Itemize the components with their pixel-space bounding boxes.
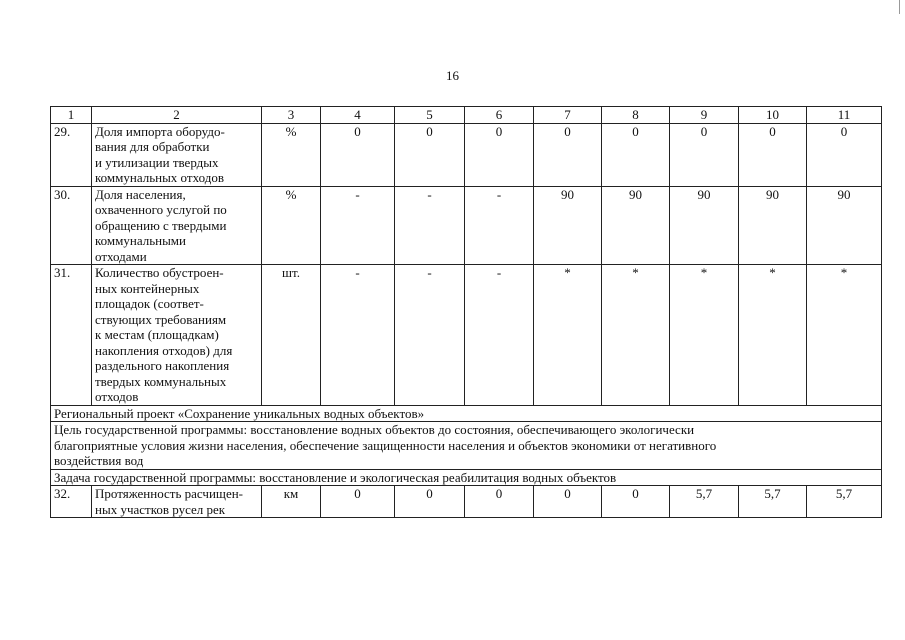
table-header-row bbox=[51, 107, 882, 124]
indicator-name-line: обращению с твердыми bbox=[95, 217, 227, 233]
row-number: 30. bbox=[51, 186, 92, 265]
indicator-name-line: отходами bbox=[95, 248, 147, 264]
indicator-name-line: Доля населения, bbox=[95, 186, 186, 202]
value-cell: 0 bbox=[465, 486, 534, 518]
value-cell: - bbox=[395, 265, 465, 406]
unit-cell: % bbox=[262, 123, 321, 186]
indicator-name-line: коммунальных отходов bbox=[95, 170, 224, 185]
value-cell: 5,7 bbox=[670, 486, 739, 518]
indicator-name-line: к местам (площадкам) bbox=[95, 327, 219, 342]
value-cell: 90 bbox=[602, 186, 670, 265]
indicator-name-line: раздельного накопления bbox=[95, 358, 230, 373]
value-cell: 0 bbox=[807, 123, 882, 186]
value-cell: * bbox=[534, 265, 602, 406]
value-cell: 0 bbox=[534, 123, 602, 186]
scan-edge-mark bbox=[899, 0, 900, 14]
indicator-name bbox=[92, 123, 262, 186]
value-cell: 0 bbox=[395, 486, 465, 518]
unit-cell: шт. bbox=[262, 265, 321, 406]
indicator-name bbox=[92, 486, 262, 518]
indicator-name-line: коммунальными bbox=[95, 233, 186, 248]
value-cell: 0 bbox=[321, 123, 395, 186]
value-cell: - bbox=[321, 265, 395, 406]
indicator-name-line: Количество обустроен- bbox=[95, 265, 224, 280]
indicator-name-line: охваченного услугой по bbox=[95, 202, 227, 217]
value-cell: * bbox=[670, 265, 739, 406]
header-cell: 5 bbox=[395, 107, 465, 124]
indicator-name-line: ных участков русел рек bbox=[95, 501, 226, 517]
table-row bbox=[51, 265, 882, 406]
header-cell: 4 bbox=[321, 107, 395, 124]
indicator-name bbox=[92, 265, 262, 406]
value-cell: 0 bbox=[739, 123, 807, 186]
value-cell: 0 bbox=[465, 123, 534, 186]
value-cell: - bbox=[465, 265, 534, 406]
row-number: 32. bbox=[51, 486, 92, 518]
section-row bbox=[51, 469, 882, 486]
table-row bbox=[51, 186, 882, 265]
value-cell: 5,7 bbox=[807, 486, 882, 518]
value-cell: * bbox=[602, 265, 670, 406]
indicator-name-line: Протяженность расчищен- bbox=[95, 486, 243, 501]
indicator-name-line: твердых коммунальных bbox=[95, 373, 227, 389]
section-row bbox=[51, 422, 882, 470]
unit-cell: км bbox=[262, 486, 321, 518]
value-cell: 0 bbox=[670, 123, 739, 186]
value-cell: 90 bbox=[670, 186, 739, 265]
row-number: 31. bbox=[51, 265, 92, 406]
header-cell: 10 bbox=[739, 107, 807, 124]
table-row bbox=[51, 123, 882, 186]
value-cell: * bbox=[807, 265, 882, 406]
indicator-name-line: Доля импорта оборудо- bbox=[95, 123, 225, 139]
row-number: 29. bbox=[51, 123, 92, 186]
header-cell: 7 bbox=[534, 107, 602, 124]
value-cell: * bbox=[739, 265, 807, 406]
header-cell: 2 bbox=[92, 107, 262, 124]
indicator-name-line: накопления отходов) для bbox=[95, 342, 233, 358]
indicator-name-line: ных контейнерных bbox=[95, 280, 200, 296]
value-cell: 90 bbox=[807, 186, 882, 265]
indicator-name-line: и утилизации твердых bbox=[95, 154, 219, 170]
program-goal-line: Цель государственной программы: восстановление водных объектов до состояния, обеспечивающего экологически bbox=[54, 422, 695, 437]
indicators-table bbox=[50, 106, 882, 518]
program-goal-line: благоприятные условия жизни населения, обеспечение защищенности населения и объектов экономики от негативного bbox=[54, 437, 717, 453]
indicator-name-line: площадок (соответ- bbox=[95, 296, 204, 311]
header-cell: 6 bbox=[465, 107, 534, 124]
header-cell: 9 bbox=[670, 107, 739, 124]
value-cell: 90 bbox=[739, 186, 807, 265]
value-cell: - bbox=[465, 186, 534, 265]
program-goal-line: воздействия вод bbox=[54, 453, 144, 468]
indicator-name-line: вания для обработки bbox=[95, 139, 210, 154]
page-number: 16 bbox=[446, 68, 459, 83]
value-cell: 0 bbox=[602, 123, 670, 186]
unit-cell: % bbox=[262, 186, 321, 265]
program-task-heading: Задача государственной программы: восстановление и экологическая реабилитация водных объектов bbox=[51, 469, 882, 486]
section-row bbox=[51, 405, 882, 422]
table-row bbox=[51, 486, 882, 518]
value-cell: 0 bbox=[395, 123, 465, 186]
value-cell: 5,7 bbox=[739, 486, 807, 518]
value-cell: 90 bbox=[534, 186, 602, 265]
indicator-name-line: отходов bbox=[95, 389, 139, 404]
indicator-name bbox=[92, 186, 262, 265]
header-cell: 11 bbox=[807, 107, 882, 124]
value-cell: 0 bbox=[602, 486, 670, 518]
header-cell: 8 bbox=[602, 107, 670, 124]
header-cell: 1 bbox=[51, 107, 92, 124]
value-cell: - bbox=[321, 186, 395, 265]
value-cell: 0 bbox=[534, 486, 602, 518]
value-cell: 0 bbox=[321, 486, 395, 518]
header-cell: 3 bbox=[262, 107, 321, 124]
regional-project-heading: Региональный проект «Сохранение уникальных водных объектов» bbox=[51, 405, 882, 422]
program-goal-heading bbox=[51, 422, 882, 470]
indicator-name-line: ствующих требованиям bbox=[95, 311, 227, 327]
value-cell: - bbox=[395, 186, 465, 265]
